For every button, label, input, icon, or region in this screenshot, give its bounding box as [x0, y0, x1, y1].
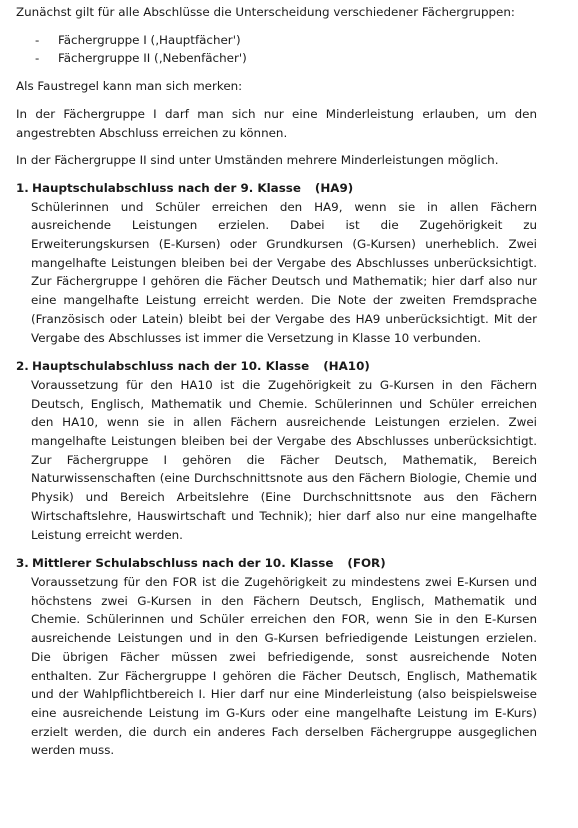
- group-two-paragraph: In der Fächergruppe II sind unter Umständen mehrere Minderleistungen möglich.: [16, 153, 499, 168]
- group-one-paragraph: In der Fächergruppe I darf man sich nur eine Minderleistung erlauben, um den angestrebten Abschluss erreichen zu können.: [16, 106, 537, 140]
- document-page: [16, 3, 537, 770]
- section-title: Mittlerer Schulabschluss nach der 10. Klasse: [32, 556, 334, 571]
- section-for: [16, 554, 537, 760]
- section-title: Hauptschulabschluss nach der 10. Klasse: [32, 359, 310, 374]
- list-item: [16, 49, 537, 68]
- rule-of-thumb-paragraph: Als Faustregel kann man sich merken:: [16, 79, 243, 94]
- section-body: Voraussetzung für den HA10 ist die Zugehörigkeit zu G-Kursen in den Fächern Deutsch, Englisch, Mathematik und Chemie. Schülerinnen und Schüler erreichen den HA10, wenn sie in allen Fächern ausreichende Leistungen erzielen. Zwei mangelhafte Leistungen bleiben bei der Vergabe des Abschlusses unberücksichtigt. Zur Fächergruppe I gehören die Fächer Deutsch, Mathematik, Bereich Naturwissenschaften (eine Durchschnittsnote aus den Fächern Biologie, Chemie und Physik) und Bereich Arbeitslehre (Eine Durchschnittsnote aus den Fächern Wirtschaftslehre, Hauswirtschaft und Technik); hier darf also nur eine mangelhafte Leistung erreicht werden.: [31, 377, 537, 542]
- section-heading: [16, 554, 537, 573]
- section-code: (HA10): [323, 359, 370, 374]
- section-body: Schülerinnen und Schüler erreichen den HA9, wenn sie in allen Fächern ausreichende Leistungen erzielen. Dabei ist die Zugehörigkeit zu Erweiterungskursen (E-Kursen) oder Grundkursen (G-Kursen) unerheblich. Zwei mangelhafte Leistungen bleiben bei der Vergabe des Abschlusses unberücksichtigt. Zur Fächergruppe I gehören die Fächer Deutsch und Mathematik; hier darf also nur eine mangelhafte Leistung erreicht werden. Die Note der zweiten Fremdsprache (Französisch oder Latein) bleibt bei der Vergabe des HA9 unberücksichtigt. Mit der Vergabe des Abschlusses ist immer die Versetzung in Klasse 10 verbunden.: [31, 199, 537, 345]
- subject-group-list: [16, 31, 537, 68]
- section-number: 2.: [16, 359, 29, 374]
- list-item: [16, 31, 537, 50]
- group-label: Fächergruppe I (‚Hauptfächer'): [58, 32, 241, 47]
- section-heading: [16, 357, 537, 376]
- section-code: (FOR): [347, 556, 386, 571]
- section-ha9: [16, 179, 537, 347]
- section-number: 3.: [16, 556, 29, 571]
- section-code: (HA9): [314, 180, 354, 195]
- section-ha10: [16, 357, 537, 544]
- section-body: Voraussetzung für den FOR ist die Zugehörigkeit zu mindestens zwei E-Kursen und höchstens zwei G-Kursen in den Fächern Deutsch, Englisch, Mathematik und Chemie. Schülerinnen und Schüler erreichen den FOR, wenn Sie in den E-Kursen ausreichende Leistungen und in den G-Kursen befriedigende Leistungen erzielen. Die übrigen Fächer müssen zwei befriedigende, sonst ausreichende Noten enthalten. Zur Fächergruppe I gehören die Fächer Deutsch, Englisch, Mathematik und der Wahlpflichtbereich I. Hier darf nur eine Minderleistung (also beispielsweise eine ausreichende Leistung im G-Kurs oder eine mangelhafte Leistung im E-Kurs) erzielt werden, die durch ein anderes Fach derselben Fächergruppe ausgeglichen werden muss.: [31, 574, 537, 758]
- list-dash: -: [35, 51, 40, 66]
- list-dash: -: [35, 32, 40, 47]
- intro-paragraph: Zunächst gilt für alle Abschlüsse die Unterscheidung verschiedener Fächergruppen:: [16, 5, 515, 19]
- section-number: 1.: [16, 180, 29, 195]
- section-title: Hauptschulabschluss nach der 9. Klasse: [32, 180, 301, 195]
- group-label: Fächergruppe II (‚Nebenfächer'): [58, 51, 247, 66]
- section-heading: [16, 179, 537, 198]
